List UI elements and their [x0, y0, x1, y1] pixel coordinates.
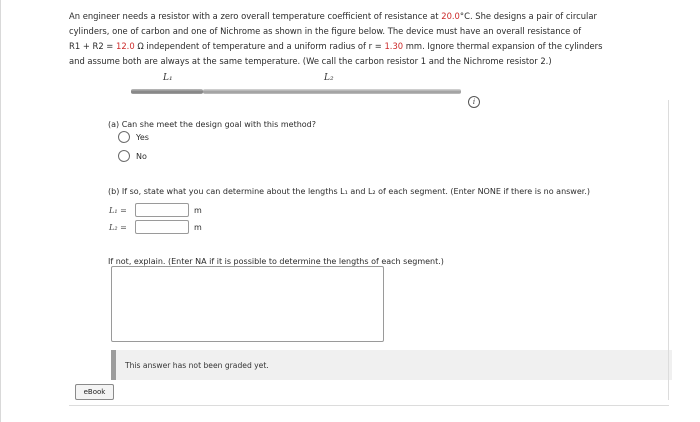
l1-label: L₁ = — [109, 205, 127, 215]
problem-text: R — [69, 41, 75, 51]
l1-input[interactable] — [135, 203, 189, 217]
radio-yes[interactable] — [118, 131, 130, 143]
temperature-unit: °C — [459, 11, 470, 21]
l1-unit: m — [194, 205, 202, 215]
grading-status-bar — [111, 350, 672, 380]
label-l2: L₂ — [324, 73, 334, 83]
part-a-question: (a) Can she meet the design goal with this method? — [108, 120, 316, 129]
resistance-unit: Ω — [134, 41, 144, 51]
l1-answer-row — [109, 203, 202, 217]
resistor-figure — [131, 72, 461, 102]
problem-statement — [69, 9, 669, 69]
problem-line-3 — [69, 39, 669, 54]
l2-label: L₂ = — [109, 222, 127, 232]
carbon-cylinder — [131, 89, 203, 94]
l2-answer-row — [109, 220, 202, 234]
temperature-value: 20.0 — [441, 11, 460, 21]
problem-text: independent of temperature and a uniform radius of — [143, 41, 369, 51]
radius-value: 1.30 — [384, 41, 404, 51]
l2-unit: m — [194, 222, 202, 232]
divider — [69, 405, 669, 406]
nichrome-cylinder — [203, 89, 461, 94]
option-yes[interactable] — [118, 131, 149, 143]
problem-text: r = — [368, 41, 385, 51]
option-yes-label: Yes — [136, 132, 149, 142]
radio-no[interactable] — [118, 150, 130, 162]
l2-input[interactable] — [135, 220, 189, 234]
explain-prompt: If not, explain. (Enter NA if it is possible to determine the lengths of each segment.) — [108, 257, 444, 266]
explanation-textarea[interactable] — [111, 266, 384, 342]
radius-unit: mm — [403, 41, 423, 51]
option-no[interactable] — [118, 150, 147, 162]
grading-status: This answer has not been graded yet. — [125, 361, 269, 370]
part-b-question: (b) If so, state what you can determine about the lengths L₁ and L₂ of each segment. (Enter NONE if there is no answer.) — [108, 187, 590, 196]
option-no-label: No — [136, 151, 147, 161]
problem-line-1 — [69, 9, 669, 24]
problem-text: 1 + R2 = — [74, 41, 116, 51]
problem-text: An engineer needs a resistor with a zero overall temperature coefficient of resistance at — [69, 11, 442, 21]
problem-line-2: cylinders, one of carbon and one of Nichrome as shown in the figure below. The device must have an overall resistance of — [69, 26, 582, 36]
problem-line-4: and assume both are always at the same temperature. (We call the carbon resistor 1 and the Nichrome resistor 2.) — [69, 56, 552, 66]
divider — [668, 100, 669, 400]
info-icon[interactable]: i — [468, 96, 480, 108]
resistance-value: 12.0 — [116, 41, 135, 51]
label-l1: L₁ — [163, 73, 173, 83]
problem-text: . She designs a pair of circular — [469, 11, 597, 21]
ebook-button[interactable]: eBook — [75, 384, 114, 400]
problem-text: . Ignore thermal expansion of the cylinders — [422, 41, 603, 51]
